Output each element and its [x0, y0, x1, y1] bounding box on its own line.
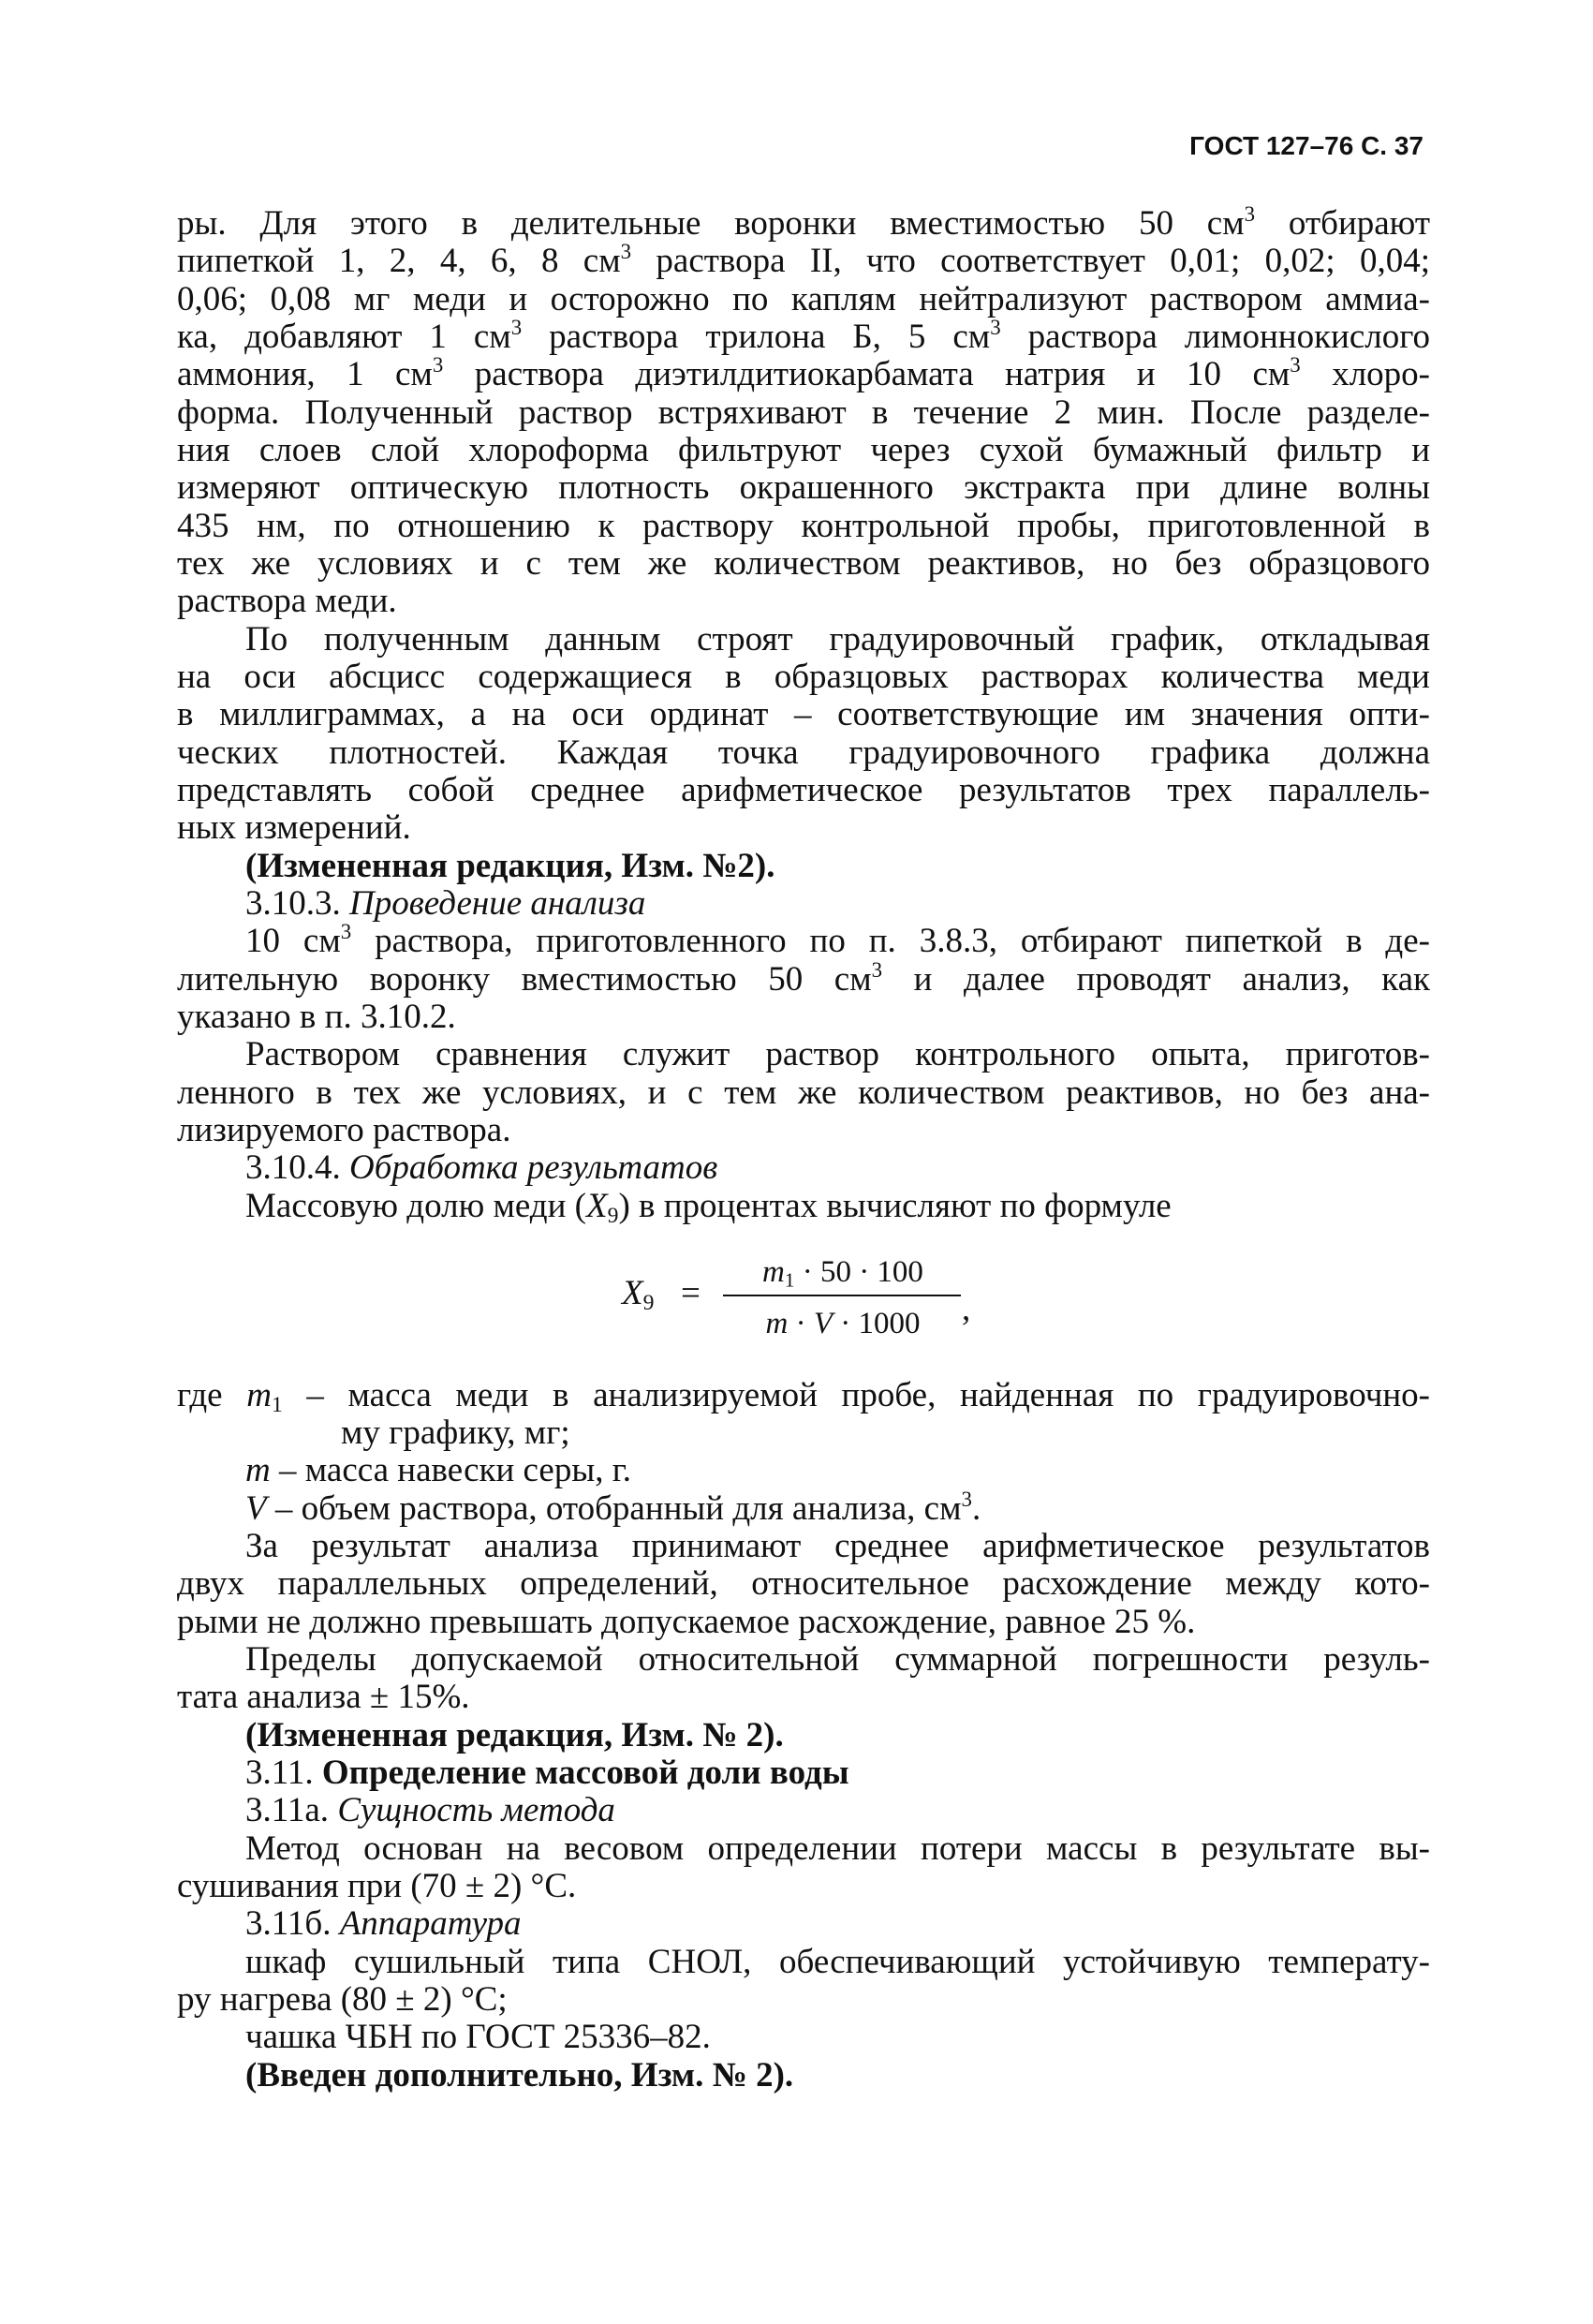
- formula-equals: =: [681, 1274, 701, 1312]
- text-line: V – объем раствора, отобранный для анализа, $см^3$.: [245, 1487, 981, 1528]
- text-line: ческих плотностей. Каждая точка градуировочного графика должна: [177, 733, 1430, 772]
- text-line: m – масса навески серы, г.: [245, 1451, 631, 1489]
- text-line: ка, добавляют 1 $см^3$ раствора трилона Б, 5 $см^3$ раствора лимоннокислого: [177, 315, 1430, 356]
- section-heading-3-11: 3.11. Определение массовой доли воды: [245, 1754, 849, 1792]
- text-line: чашка ЧБН по ГОСТ 25336–82.: [245, 2018, 711, 2056]
- text-line: За результат анализа принимают среднее арифметическое результатов: [245, 1527, 1430, 1565]
- text-line: пипеткой 1, 2, 4, 6, 8 $см^3$ раствора II, что соответствует 0,01; 0,02; 0,04;: [177, 239, 1430, 280]
- text-line: тех же условиях и с тем же количеством реактивов, но без образцового: [177, 544, 1430, 583]
- amendment-note: (Введен дополнительно, Изм. № 2).: [245, 2056, 794, 2095]
- text-line: ния слоев слой хлороформа фильтруют через сухой бумажный фильтр и: [177, 431, 1430, 469]
- text-line: Массовую долю меди $(X_9)$ в процентах вычисляют по формуле: [245, 1187, 1172, 1228]
- section-heading-3-11a: 3.11а. Сущность метода: [245, 1791, 615, 1829]
- text-line: 435 нм, по отношению к раствору контрольной пробы, приготовленной в: [177, 507, 1430, 545]
- text-line: 0,06; 0,08 мг меди и осторожно по каплям нейтрализуют раствором аммиа-: [177, 280, 1430, 318]
- text-line: в миллиграммах, а на оси ординат – соответствующие им значения опти-: [177, 695, 1430, 733]
- text-line: указано в п. 3.10.2.: [177, 998, 456, 1036]
- text-line: Пределы допускаемой относительной суммарной погрешности резуль-: [245, 1640, 1430, 1679]
- text-line: му графику, мг;: [341, 1414, 570, 1452]
- text-line: лительную воронку вместимостью 50 $см^3$ и далее проводят анализ, как: [177, 957, 1430, 999]
- text-line: ры. Для этого в делительные воронки вместимостью 50 $см^3$ отбирают: [177, 201, 1430, 243]
- text-line: шкаф сушильный типа СНОЛ, обеспечивающий устойчивую температу-: [245, 1943, 1430, 1981]
- text-line: По полученным данным строят градуировочный график, откладывая: [245, 620, 1430, 659]
- amendment-note: (Измененная редакция, Изм. №2).: [245, 847, 775, 885]
- text-line: двух параллельных определений, относительное расхождение между кото-: [177, 1564, 1430, 1603]
- text-line: форма. Полученный раствор встряхивают в течение 2 мин. После разделе-: [177, 393, 1430, 432]
- text-line: лизируемого раствора.: [177, 1111, 511, 1149]
- section-heading-3-11b: 3.11б. Аппаратура: [245, 1904, 522, 1943]
- text-line: представлять собой среднее арифметическое результатов трех параллель-: [177, 771, 1430, 809]
- text-line: сушивания при (70 ± 2) °С.: [177, 1867, 577, 1905]
- text-line: ных измерений.: [177, 808, 411, 847]
- text-line: раствора меди.: [177, 582, 397, 620]
- page-header: [1124, 130, 1423, 162]
- text-line: аммония, 1 $см^3$ раствора диэтилдитиокарбамата натрия и 10 $см^3$ хлоро-: [177, 352, 1430, 393]
- text-line: рыми не должно превышать допускаемое расхождение, равное 25 %.: [177, 1603, 1196, 1641]
- section-heading-3-10-3: 3.10.3. Проведение анализа: [245, 884, 646, 923]
- text-line: ленного в тех же условиях, и с тем же количеством реактивов, но без ана-: [177, 1073, 1430, 1112]
- amendment-note: (Измененная редакция, Изм. № 2).: [245, 1716, 784, 1754]
- text-line: где $m_1$ – масса меди в анализируемой пробе, найденная по градуировочно-: [177, 1376, 1430, 1417]
- page-number: С. 37: [1361, 131, 1423, 160]
- text-line: тата анализа ± 15%.: [177, 1678, 470, 1716]
- fraction-bar: [723, 1295, 961, 1296]
- section-heading-3-10-4: 3.10.4. Обработка результатов: [245, 1148, 718, 1187]
- text-line: Метод основан на весовом определении потери массы в результате вы-: [245, 1829, 1430, 1868]
- formula-denominator: m · V · 1000: [765, 1307, 921, 1340]
- text-line: на оси абсцисс содержащиеся в образцовых растворах количества меди: [177, 658, 1430, 696]
- formula-lhs: $X_9$: [622, 1274, 655, 1315]
- text-line: 10 $см^3$ раствора, приготовленного по п. 3.8.3, отбирают пипеткой в де-: [245, 919, 1430, 960]
- text-line: ру нагрева (80 ± 2) °С;: [177, 1980, 508, 2019]
- text-line: Раствором сравнения служит раствор контрольного опыта, приготов-: [245, 1035, 1430, 1073]
- text-line: измеряют оптическую плотность окрашенного экстракта при длине волны: [177, 468, 1430, 507]
- formula-numerator: $m_1 \cdot 50 \cdot 100$: [762, 1255, 923, 1292]
- formula-comma: ,: [962, 1290, 971, 1328]
- standard-number: ГОСТ 127–76: [1189, 131, 1354, 160]
